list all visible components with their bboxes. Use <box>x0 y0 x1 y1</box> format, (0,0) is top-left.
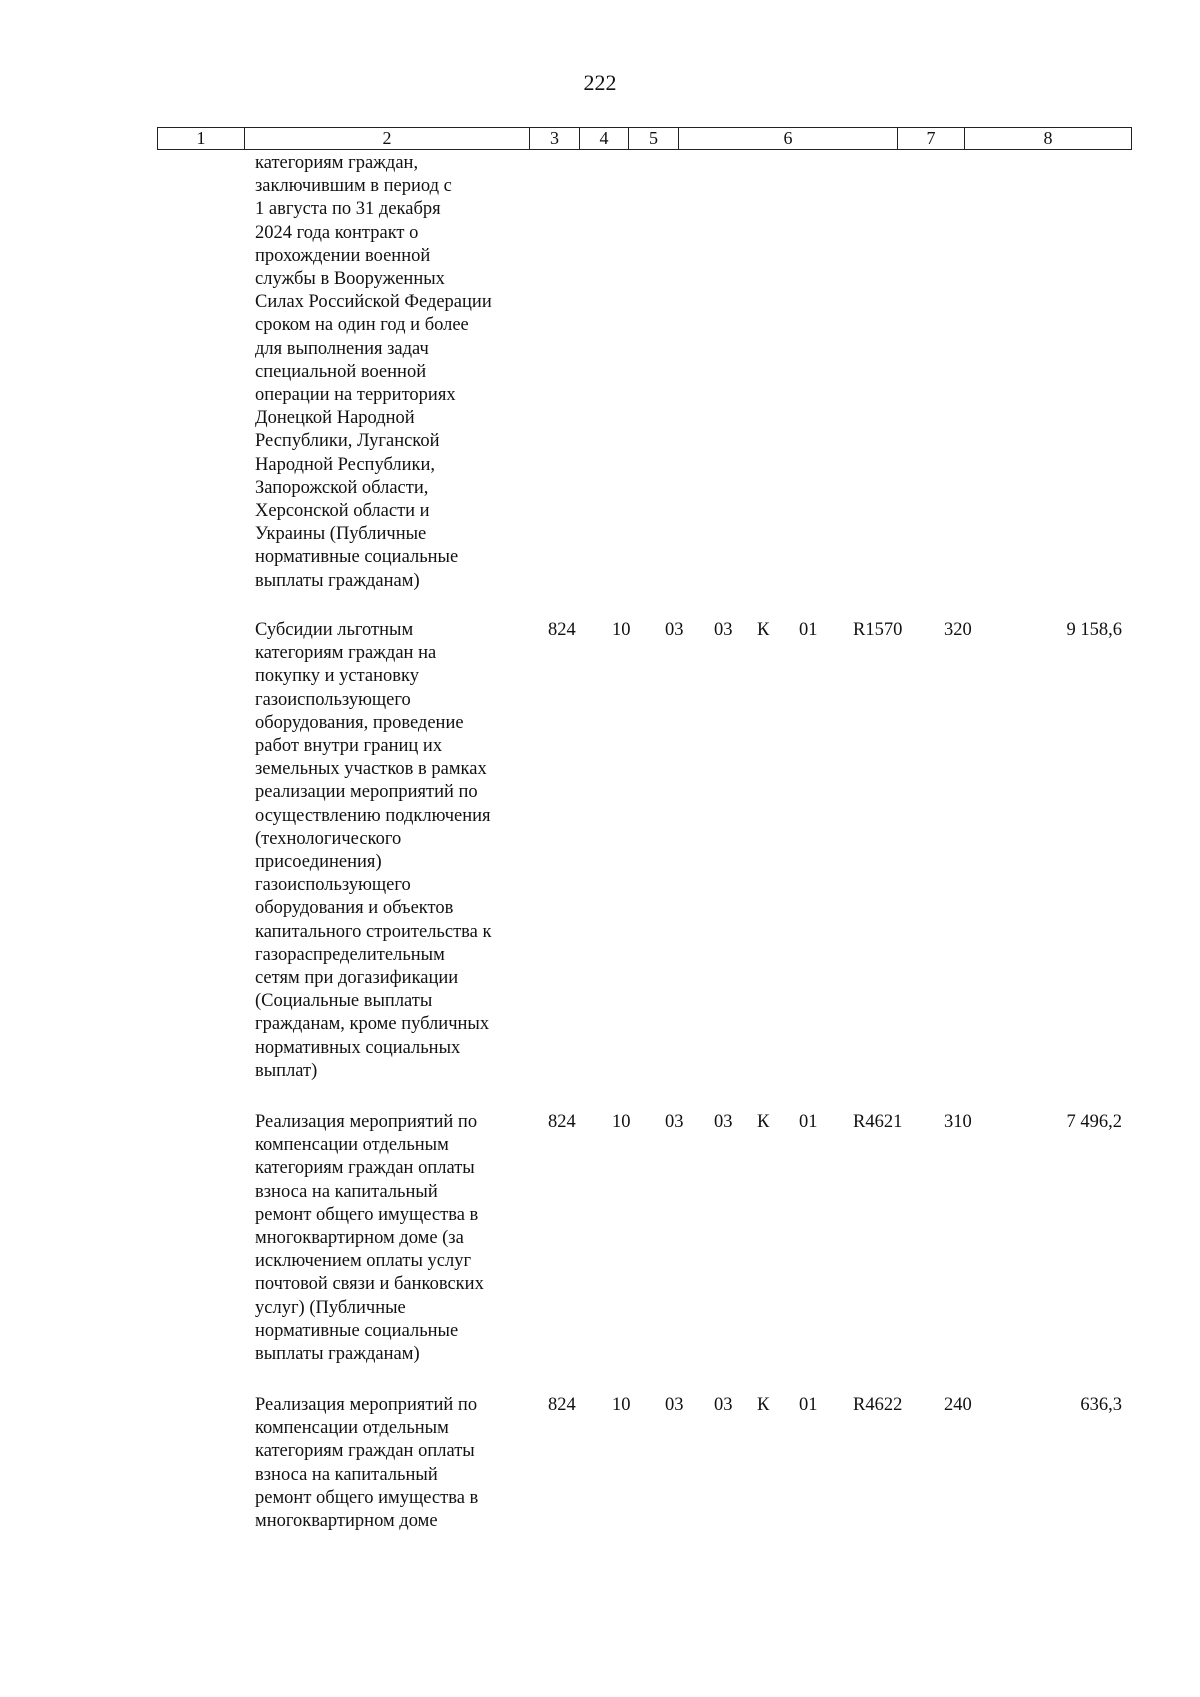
header-col-1: 1 <box>196 128 206 148</box>
row-program-code: 03 <box>714 620 733 640</box>
row-subprogram-code: К <box>757 1112 770 1132</box>
row-admin-code: 824 <box>548 1112 576 1132</box>
row-program-code: 03 <box>714 1395 733 1415</box>
row-description: Субсидии льготным категориям граждан на покупку и установку газоиспользующего оборудования, проведение работ внутри границ их земельных участков в рамках реализации мероприятий по осуществлению подключения (технологического присоединения) газоиспользующего оборудования и объектов капитального строительства к газораспределительным сетям при догазификации (Социальные выплаты гражданам, кроме публичных нормативных социальных выплат) <box>255 620 492 1081</box>
row-description: Реализация мероприятий по компенсации отдельным категориям граждан оплаты взноса на капитальный ремонт общего имущества в многоквартирном доме (за исключением оплаты услуг почтовой связи и банковских услуг) (Публичные нормативные социальные выплаты гражданам) <box>255 1112 484 1365</box>
row-amount: 636,3 <box>1080 1395 1122 1415</box>
row-direction-code: R4622 <box>853 1395 903 1415</box>
row-event-code: 01 <box>799 1112 818 1132</box>
row-subprogram-code: К <box>757 1395 770 1415</box>
row-expense-type: 320 <box>944 620 972 640</box>
row-section: 10 <box>612 620 631 640</box>
row-subsection: 03 <box>665 1395 684 1415</box>
header-col-5: 5 <box>628 128 678 149</box>
row-admin-code: 824 <box>548 620 576 640</box>
row-amount: 7 496,2 <box>1066 1112 1122 1132</box>
row-section: 10 <box>612 1112 631 1132</box>
row-section: 10 <box>612 1395 631 1415</box>
row-subsection: 03 <box>665 620 684 640</box>
header-col-8: 8 <box>964 128 1131 149</box>
header-col-2: 2 <box>244 128 529 149</box>
row-expense-type: 310 <box>944 1112 972 1132</box>
row-event-code: 01 <box>799 1395 818 1415</box>
row-subsection: 03 <box>665 1112 684 1132</box>
row-direction-code: R1570 <box>853 620 903 640</box>
header-col-4: 4 <box>579 128 628 149</box>
row-subprogram-code: К <box>757 620 770 640</box>
row-description: категориям граждан, заключившим в период с 1 августа по 31 декабря 2024 года контракт о прохождении военной службы в Вооруженных Силах Российской Федерации сроком на один год и более для выполнения задач специальной военной операции на территориях Донецкой Народной Республики, Луганской Народной Республики, Запорожской области, Херсонской области и Украины (Публичные нормативные социальные выплаты гражданам) <box>255 153 492 591</box>
row-expense-type: 240 <box>944 1395 972 1415</box>
row-admin-code: 824 <box>548 1395 576 1415</box>
header-col-7: 7 <box>897 128 964 149</box>
row-description: Реализация мероприятий по компенсации отдельным категориям граждан оплаты взноса на капитальный ремонт общего имущества в многоквартирном доме <box>255 1395 479 1532</box>
table-header-row <box>157 127 1132 150</box>
header-col-6: 6 <box>678 128 897 149</box>
row-direction-code: R4621 <box>853 1112 903 1132</box>
row-program-code: 03 <box>714 1112 733 1132</box>
row-amount: 9 158,6 <box>1066 620 1122 640</box>
page-number: 222 <box>583 70 617 95</box>
header-col-3: 3 <box>529 128 579 149</box>
row-event-code: 01 <box>799 620 818 640</box>
